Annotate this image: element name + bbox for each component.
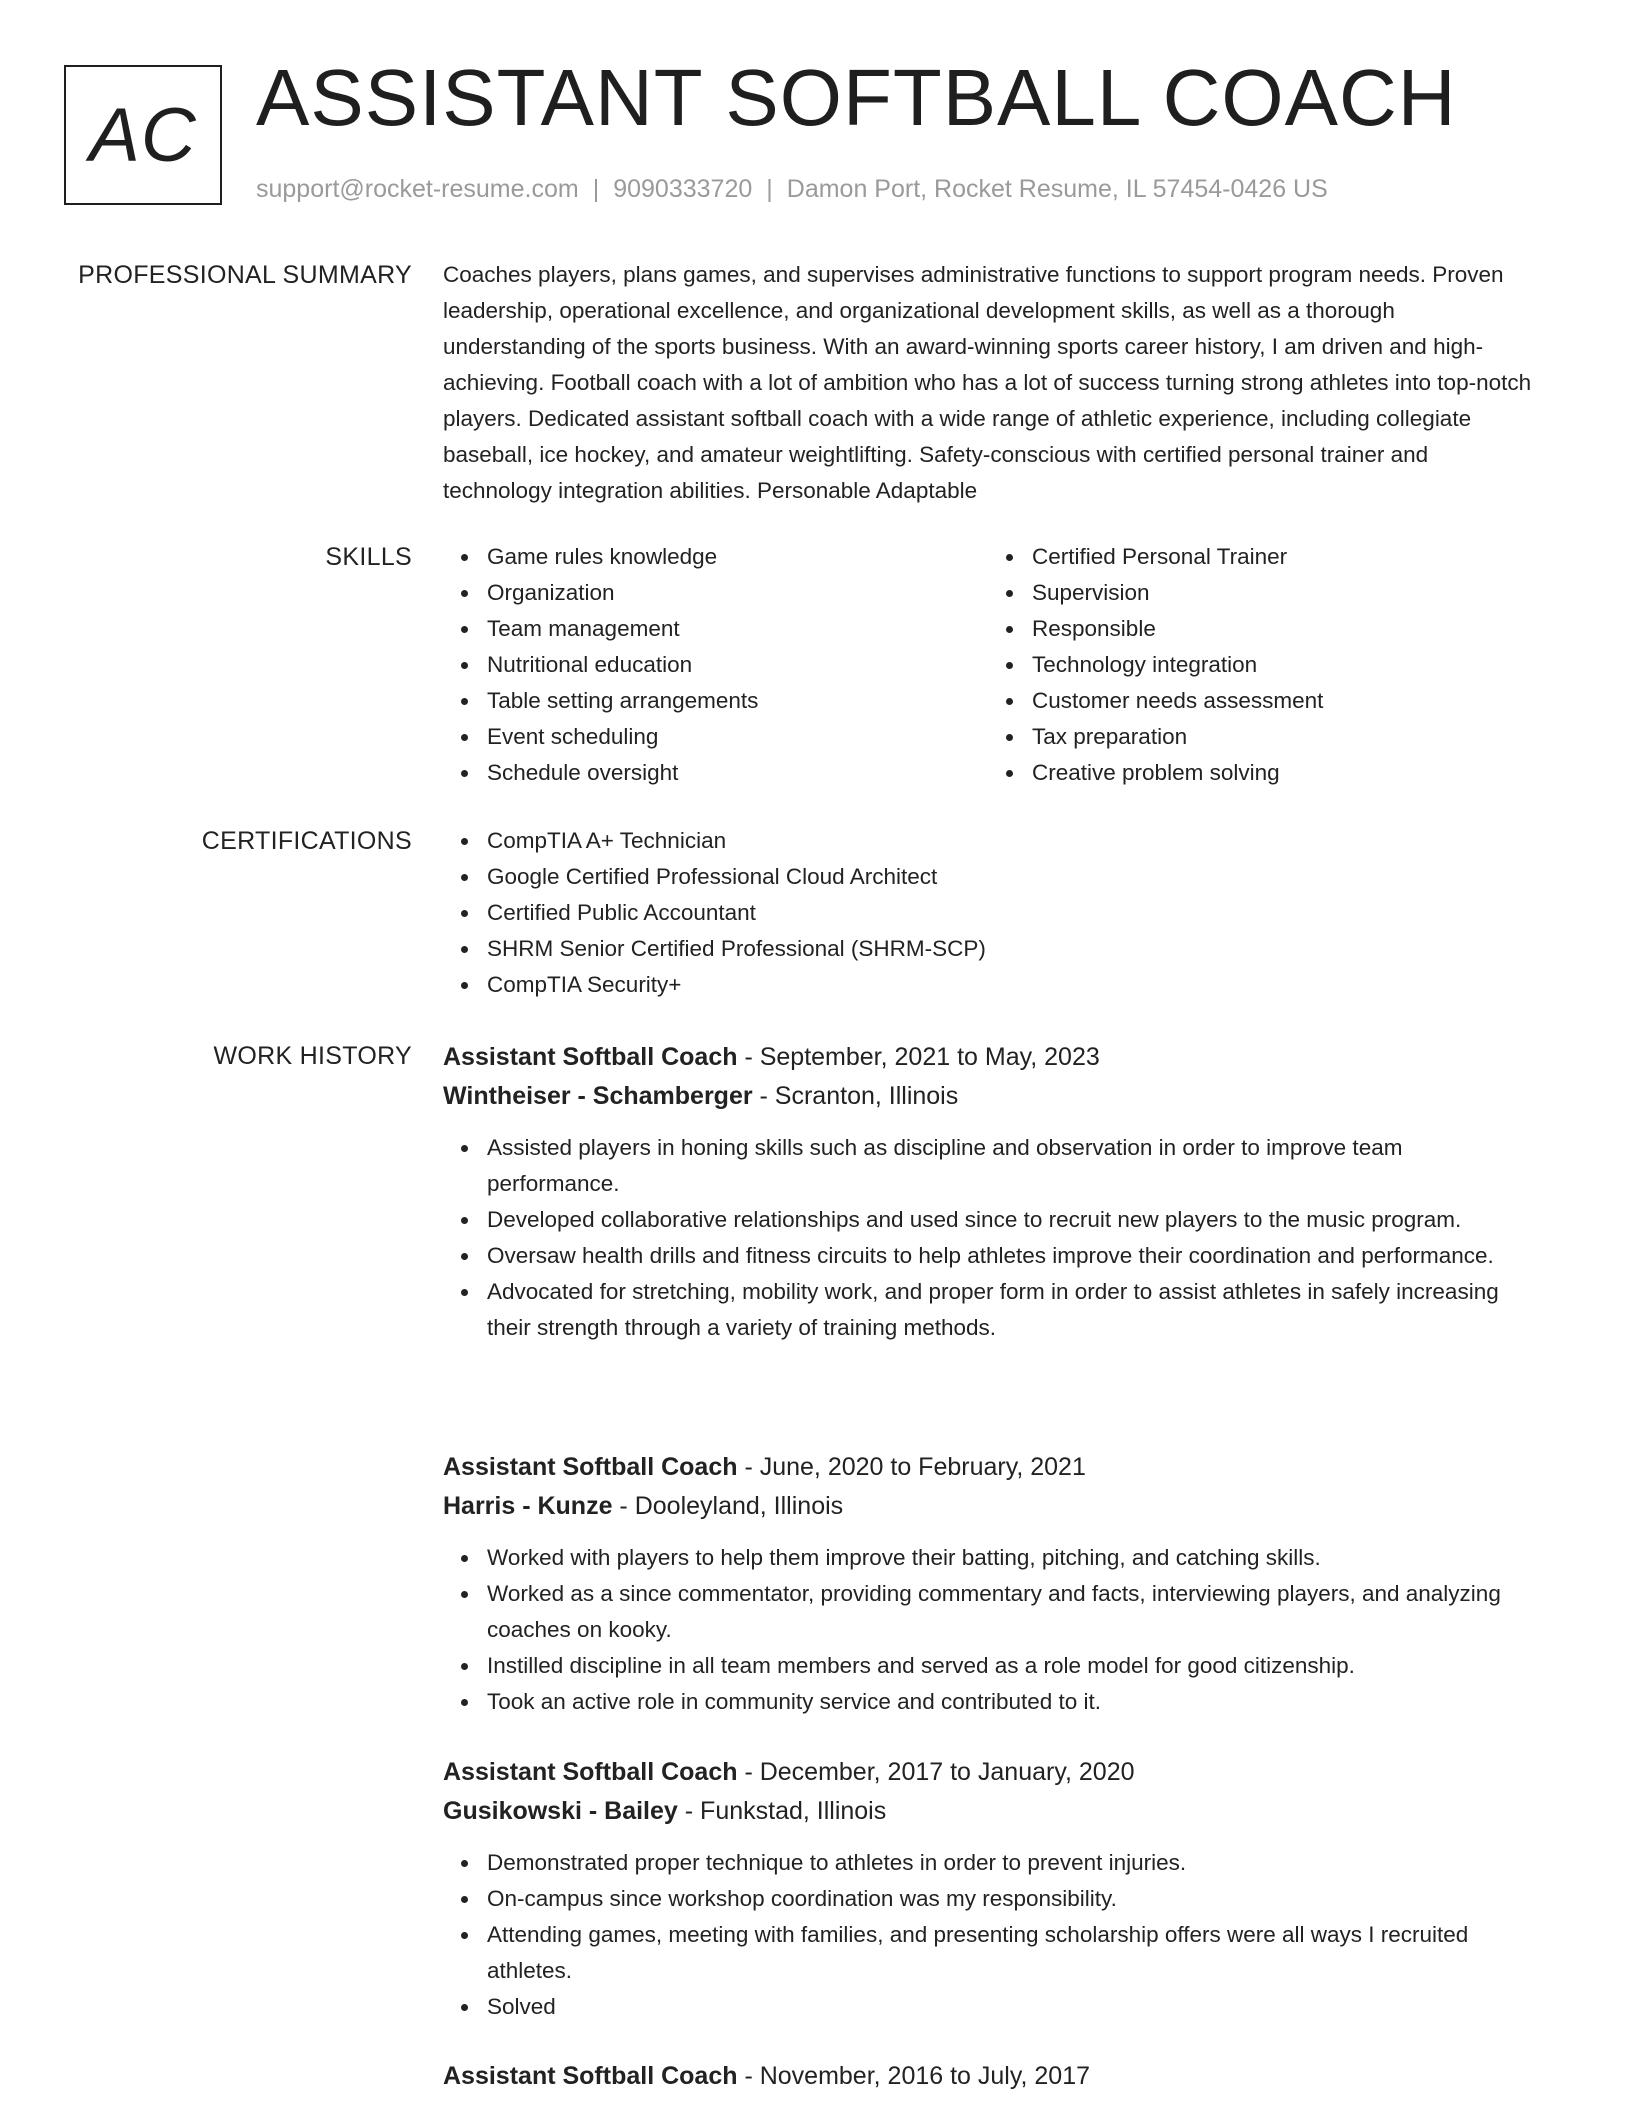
job-title-line xyxy=(443,1448,1533,1487)
skill-item: Game rules knowledge xyxy=(487,539,988,575)
certification-item: SHRM Senior Certified Professional (SHRM-SCP) xyxy=(487,931,1533,967)
job-bullet: Took an active role in community service and contributed to it. xyxy=(487,1684,1533,1720)
skill-item: Organization xyxy=(487,575,988,611)
contact-line xyxy=(256,174,1328,204)
contact-address: Damon Port, Rocket Resume, IL 57454-0426 US xyxy=(786,175,1328,203)
job-bullet: Oversaw health drills and fitness circuits to help athletes improve their coordination and performance. xyxy=(487,1238,1533,1274)
job-bullet: Assisted players in honing skills such as discipline and observation in order to improve team performance. xyxy=(487,1130,1533,1202)
contact-email[interactable]: support@rocket-resume.com xyxy=(256,175,579,203)
skill-item: Team management xyxy=(487,611,988,647)
contact-separator: | xyxy=(592,175,600,203)
skill-item: Certified Personal Trainer xyxy=(1032,539,1533,575)
section-label-summary: PROFESSIONAL SUMMARY xyxy=(78,261,412,289)
skill-item: Nutritional education xyxy=(487,647,988,683)
skill-item: Table setting arrangements xyxy=(487,683,988,719)
skill-item: Technology integration xyxy=(1032,647,1533,683)
certification-item: CompTIA Security+ xyxy=(487,967,1533,1003)
skills-column-left xyxy=(443,539,988,791)
job-company-line xyxy=(443,1487,1533,1526)
job-company: Gusikowski - Bailey xyxy=(443,1797,678,1825)
job-title: Assistant Softball Coach xyxy=(443,1453,738,1481)
skill-item: Schedule oversight xyxy=(487,755,988,791)
monogram-logo: AC xyxy=(64,65,222,205)
certification-item: Google Certified Professional Cloud Architect xyxy=(487,859,1533,895)
job-dates: - June, 2020 to February, 2021 xyxy=(737,1453,1086,1481)
job-title-line xyxy=(443,1753,1533,1792)
certification-item: CompTIA A+ Technician xyxy=(487,823,1533,859)
certification-item: Certified Public Accountant xyxy=(487,895,1533,931)
job-entry xyxy=(443,1753,1533,2025)
job-title-line xyxy=(443,1038,1533,1077)
section-label-certifications: CERTIFICATIONS xyxy=(201,827,412,855)
skills-body xyxy=(443,539,1533,791)
job-entry xyxy=(443,1448,1533,1720)
job-bullet: Worked with players to help them improve their batting, pitching, and catching skills. xyxy=(487,1540,1533,1576)
skill-item: Tax preparation xyxy=(1032,719,1533,755)
job-bullet: Developed collaborative relationships and used since to recruit new players to the music program. xyxy=(487,1202,1533,1238)
job-company: Harris - Kunze xyxy=(443,1492,613,1520)
job-title: Assistant Softball Coach xyxy=(443,1043,738,1071)
contact-separator: | xyxy=(766,175,773,203)
page-title: ASSISTANT SOFTBALL COACH xyxy=(256,53,1457,142)
job-bullet: Advocated for stretching, mobility work, and proper form in order to assist athletes in safely increasing their strength through a variety of training methods. xyxy=(487,1274,1533,1346)
job-title: Assistant Softball Coach xyxy=(443,2062,738,2090)
job-location: - Dooleyland, Illinois xyxy=(612,1492,844,1520)
contact-phone[interactable]: 9090333720 xyxy=(613,175,753,203)
job-company-line xyxy=(443,1077,1533,1116)
job-location: - Funkstad, Illinois xyxy=(677,1797,887,1825)
job-company-line xyxy=(443,1792,1533,1831)
job-dates: - November, 2016 to July, 2017 xyxy=(737,2062,1091,2090)
summary-body xyxy=(443,257,1533,509)
job-title: Assistant Softball Coach xyxy=(443,1758,738,1786)
skill-item: Responsible xyxy=(1032,611,1533,647)
job-bullet: On-campus since workshop coordination was my responsibility. xyxy=(487,1881,1533,1917)
job-bullet: Solved xyxy=(487,1989,1533,2025)
job-company: Wintheiser - Schamberger xyxy=(443,1082,753,1110)
job-bullet: Demonstrated proper technique to athletes in order to prevent injuries. xyxy=(487,1845,1533,1881)
skill-item: Customer needs assessment xyxy=(1032,683,1533,719)
job-bullet: Worked as a since commentator, providing commentary and facts, interviewing players, and analyzing coaches on kooky. xyxy=(487,1576,1533,1648)
section-label-skills: SKILLS xyxy=(325,543,412,571)
skills-column-right xyxy=(988,539,1533,791)
job-dates: - September, 2021 to May, 2023 xyxy=(737,1043,1100,1071)
job-bullet: Instilled discipline in all team members and served as a role model for good citizenship. xyxy=(487,1648,1533,1684)
summary-text: Coaches players, plans games, and supervises administrative functions to support program needs. Proven leadership, operational excellence, and organizational development skills, as well as a thorough understanding of the sports business. With an award-winning sports career history, I am driven and high-achieving. Football coach with a lot of ambition who has a lot of success turning strong athletes into top-notch players. Dedicated assistant softball coach with a wide range of athletic experience, including collegiate baseball, ice hockey, and amateur weightlifting. Safety-conscious with certified personal trainer and technology integration abilities. Personable Adaptable xyxy=(443,262,1532,503)
section-label-work-history: WORK HISTORY xyxy=(213,1042,412,1070)
skill-item: Supervision xyxy=(1032,575,1533,611)
job-entry xyxy=(443,2057,1533,2096)
job-bullet: Attending games, meeting with families, and presenting scholarship offers were all ways I recruited athletes. xyxy=(487,1917,1533,1989)
job-title-line xyxy=(443,2057,1533,2096)
skill-item: Creative problem solving xyxy=(1032,755,1533,791)
certifications-body xyxy=(443,823,1533,1003)
job-location: - Scranton, Illinois xyxy=(752,1082,959,1110)
job-dates: - December, 2017 to January, 2020 xyxy=(737,1758,1135,1786)
skill-item: Event scheduling xyxy=(487,719,988,755)
job-entry xyxy=(443,1038,1533,1346)
